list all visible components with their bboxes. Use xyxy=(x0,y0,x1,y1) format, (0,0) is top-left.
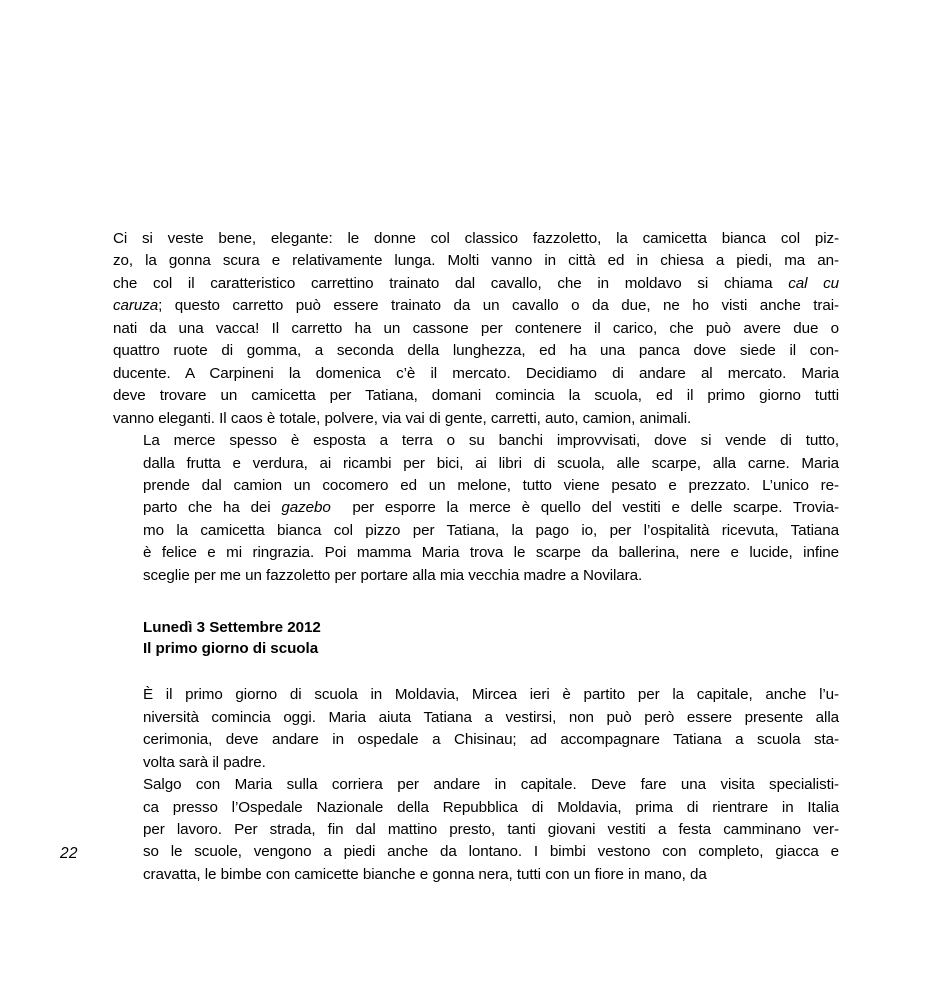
text-run: mo la camicetta bianca col pizzo per Tatiana, la pago io, per l’ospitalità ricevuta, Tatiana xyxy=(143,521,839,539)
text-run: dalla frutta e verdura, ai ricambi per bici, ai libri di scuola, alle scarpe, alla carne. Maria xyxy=(143,454,839,472)
text-run: per lavoro. Per strada, fin dal mattino presto, tanti giovani vestiti a festa camminano ver- xyxy=(143,820,839,838)
page-number: 22 xyxy=(60,845,78,862)
italic-phrase: cal cu xyxy=(788,274,840,292)
text-run: sceglie per me un fazzoletto per portare alla mia vecchia madre a Novilara. xyxy=(143,566,643,584)
text-line xyxy=(113,752,839,774)
text-run: ducente. A Carpineni la domenica c’è il mercato. Decidiamo di andare al mercato. Maria xyxy=(113,364,839,382)
text-line xyxy=(113,228,839,250)
text-run: parto che ha dei xyxy=(143,499,282,517)
text-run: so le scuole, vengono a piedi anche da lontano. I bimbi vestono con completo, giacca e xyxy=(143,843,839,861)
text-line xyxy=(113,475,839,497)
paragraph-group-before-heading xyxy=(113,228,839,587)
text-run: vanno eleganti. Il caos è totale, polvere, via vai di gente, carretti, auto, camion, animali. xyxy=(113,409,692,427)
text-run: deve trovare un camicetta per Tatiana, domani comincia la scuola, ed il primo giorno tutti xyxy=(113,387,839,405)
text-run: cravatta, le bimbe con camicette bianche e gonna nera, tutti con un fiore in mano, da xyxy=(143,865,707,883)
text-line xyxy=(113,520,839,542)
section-heading xyxy=(113,618,839,659)
text-line xyxy=(113,250,839,272)
paragraph-group-after-heading xyxy=(113,684,839,886)
heading-title: Il primo giorno di scuola xyxy=(143,639,319,657)
text-line xyxy=(113,542,839,564)
text-line xyxy=(113,707,839,729)
text-line xyxy=(113,797,839,819)
text-line xyxy=(113,774,839,796)
italic-phrase: gazebo xyxy=(281,499,331,517)
text-run: zo, la gonna scura e relativamente lunga. Molti vanno in città ed in chiesa a piedi, ma an- xyxy=(113,252,839,270)
text-run: ; questo carretto può essere trainato da un cavallo o da due, ne ho visti anche trai- xyxy=(158,297,839,315)
text-line xyxy=(113,565,839,587)
text-run: niversità comincia oggi. Maria aiuta Tatiana a vestirsi, non può però essere presente alla xyxy=(143,708,839,726)
text-run: nati da una vacca! Il carretto ha un cassone per contenere il carico, che può avere due o xyxy=(113,319,839,337)
text-run: volta sarà il padre. xyxy=(143,753,266,771)
text-line xyxy=(113,841,839,863)
text-line xyxy=(113,729,839,751)
italic-phrase: caruza xyxy=(113,297,159,315)
para-market-clothing xyxy=(113,228,839,430)
text-run: Ci si veste bene, elegante: le donne col classico fazzoletto, la camicetta bianca col piz- xyxy=(113,230,839,247)
text-line xyxy=(113,340,839,362)
text-run: per esporre la merce è quello del vestiti e delle scarpe. Trovia- xyxy=(330,499,839,517)
text-line xyxy=(113,684,839,706)
text-run: Salgo con Maria sulla corriera per andare in capitale. Deve fare una visita specialisti- xyxy=(143,776,839,794)
spacer-before-heading xyxy=(113,587,839,591)
para-primo-giorno xyxy=(113,684,839,774)
spacer-after-heading xyxy=(113,659,839,684)
text-run: ca presso l’Ospedale Nazionale della Repubblica di Moldavia, prima di rientrare in Italia xyxy=(143,798,839,816)
text-run: cerimonia, deve andare in ospedale a Chisinau; ad accompagnare Tatiana a scuola sta- xyxy=(143,731,839,749)
text-line xyxy=(113,497,839,519)
text-column xyxy=(113,228,839,886)
text-line xyxy=(113,295,839,317)
text-line xyxy=(113,430,839,452)
text-line xyxy=(113,819,839,841)
text-run: è felice e mi ringrazia. Poi mamma Maria trova le scarpe da ballerina, nere e lucide, infine xyxy=(143,544,839,562)
text-line xyxy=(113,273,839,295)
para-merce xyxy=(113,430,839,587)
text-run: prende dal camion un cocomero ed un melone, tutto viene pesato e prezzato. L’unico re- xyxy=(143,476,839,494)
text-line xyxy=(113,453,839,475)
text-run: che col il caratteristico carrettino trainato dal cavallo, che in moldavo si chiama xyxy=(113,274,789,292)
text-line xyxy=(113,408,839,430)
text-line xyxy=(113,318,839,340)
text-run: quattro ruote di gomma, a seconda della lunghezza, ed ha una panca dove siede il con- xyxy=(113,342,839,360)
text-line xyxy=(113,864,839,886)
text-run: La merce spesso è esposta a terra o su banchi improvvisati, dove si vende di tutto, xyxy=(143,432,839,450)
para-corriera xyxy=(113,774,839,886)
text-line xyxy=(113,385,839,407)
text-run: È il primo giorno di scuola in Moldavia, Mircea ieri è partito per la capitale, anche l’u- xyxy=(143,686,839,704)
text-line xyxy=(113,363,839,385)
heading-date: Lunedì 3 Settembre 2012 xyxy=(143,619,321,637)
